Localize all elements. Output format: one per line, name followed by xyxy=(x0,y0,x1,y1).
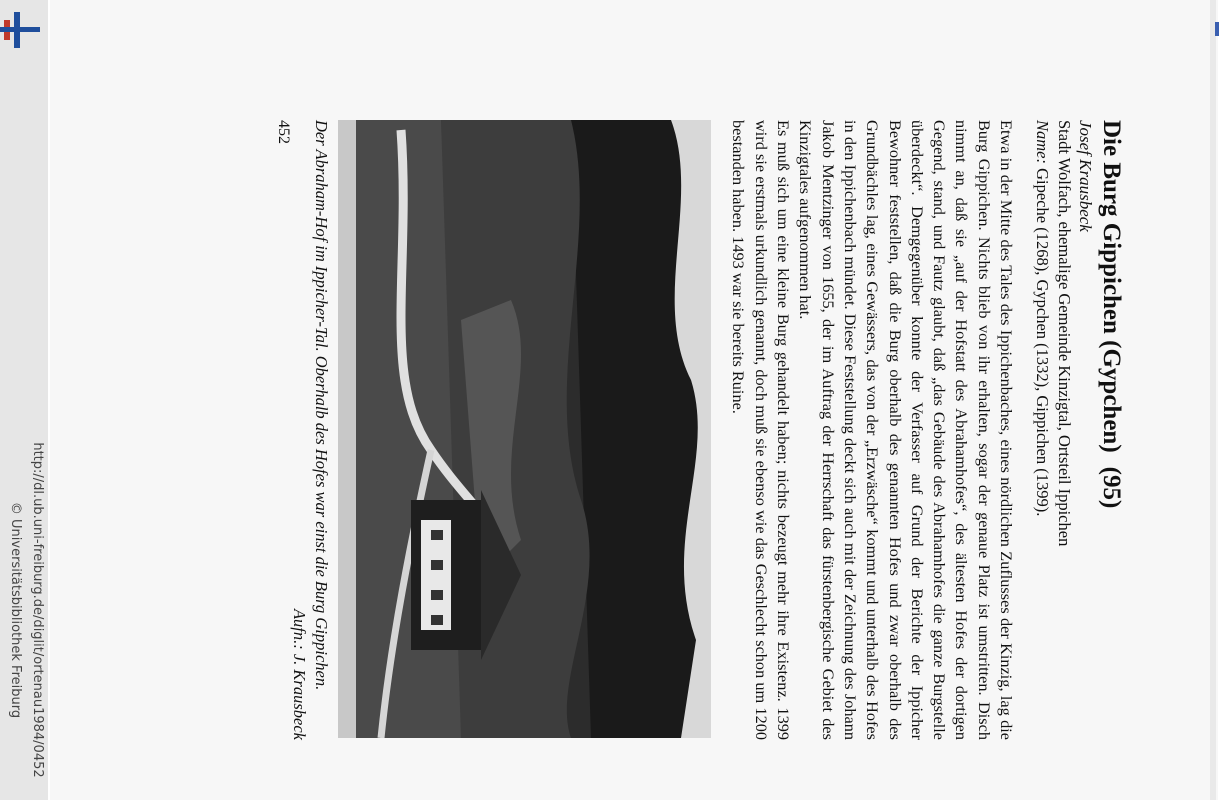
photo-credit: Aufn.: J. Krausbeck xyxy=(290,608,310,740)
paragraph-2: Es muß sich um eine kleine Burg gehandelt haben; nichts bezeugt mehr ihre Existenz. 1399 wird sie erstmals urkundlich genannt, doch muß sie ebenso wie das Geschlecht schon um 1200 bestanden haben. 1493 war sie bereits Ruine. xyxy=(729,120,794,740)
photo-illustration xyxy=(338,120,711,738)
abraham-hof-photo xyxy=(338,120,711,738)
page-number: 452 xyxy=(275,120,293,144)
article-title-text: Die Burg Gippichen (Gypchen) xyxy=(1098,120,1125,453)
viewer-sidebar xyxy=(0,0,48,800)
page-edge xyxy=(1210,0,1216,800)
article-title xyxy=(1097,120,1125,740)
rotated-page-content xyxy=(115,120,1125,740)
article-location: Stadt Wolfach, ehemalige Gemeinde Kinzigtal, Ortsteil Ippichen xyxy=(1055,120,1074,547)
article-number: (95) xyxy=(1098,466,1125,509)
photo-caption xyxy=(290,120,332,740)
source-url[interactable]: http://dl.ub.uni-freiburg.de/diglit/ortenau1984/0452 xyxy=(30,442,45,778)
name-label: Name: xyxy=(1033,120,1052,164)
paragraph-1: Etwa in der Mitte des Tales des Ippichenbaches, eines nördlichen Zuflusses der Kinzig, lag die Burg Gippichen. Nichts blieb von ihr erhalten, sogar der genaue Platz ist umstritten. Disch nimmt an, daß sie „auf der Hofstatt des Abrahamhofes“, des ältesten Hofes der dortigen Gegend, stand, und Fautz glaubt, daß „das Gebäude des Abrahamhofes die ganze Burgstelle überdeckt“. Demgegenüber konnte der Verfasser auf Grund der Berichte der Ippicher Bewohner feststellen, daß die Burg oberhalb des genannten Hofes und zwar oberhalb des Grundbächles lag, eines Gewässers, das von der „Erzwäsche“ kommt und unterhalb des Hofes in den Ippichenbach mündet. Diese Feststellung deckt sich auch mit der Zeichnung des Johann Jakob Mentzinger von 1655, der im Auftrag der Herrschaft das fürstenbergische Gebiet des Kinzigtales aufgenommen hat. xyxy=(796,120,1016,740)
article-author: Josef Krausbeck xyxy=(1076,120,1095,232)
edge-marker xyxy=(1215,22,1219,36)
name-value: Gipeche (1268), Gypchen (1332), Gippichen (1399). xyxy=(1033,168,1052,517)
library-logo-icon xyxy=(0,10,40,50)
source-url-block xyxy=(4,420,48,800)
copyright-notice: © Universitätsbibliothek Freiburg xyxy=(8,501,23,719)
article-name-line xyxy=(1031,120,1053,740)
caption-text: Der Abraham-Hof im Ippicher-Tal. Oberhalb des Hofes war einst die Burg Gippichen. xyxy=(312,120,332,691)
